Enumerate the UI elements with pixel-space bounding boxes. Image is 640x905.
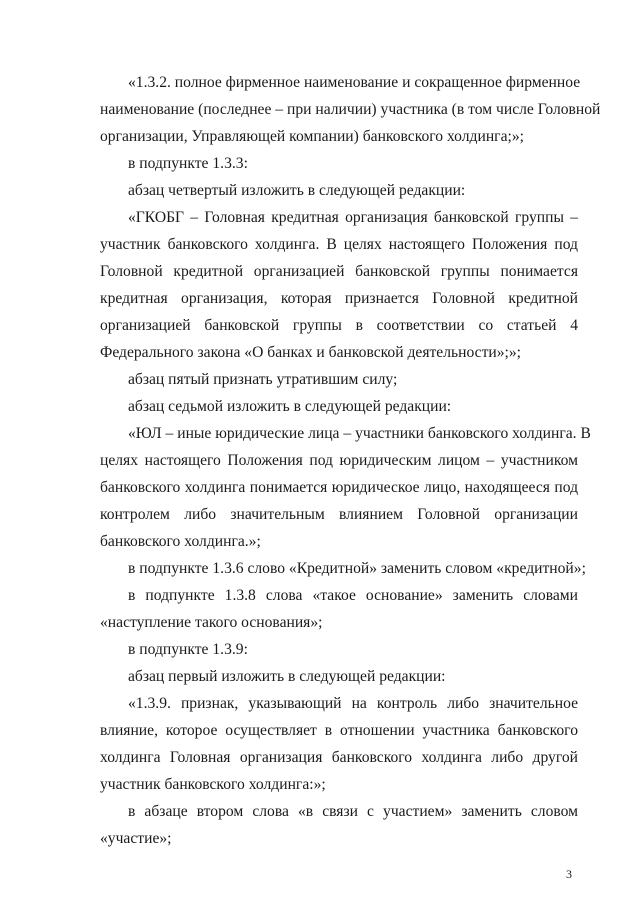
text-line: участник банковского холдинга. В целях настоящего Положения под: [100, 236, 578, 253]
text-line: влияние, которое осуществляет в отношении участника банковского: [100, 722, 578, 739]
text-line: в абзаце втором слова «в связи с участием» заменить словом: [128, 803, 578, 820]
text-line: «ГКОБГ – Головная кредитная организация банковской группы –: [128, 209, 578, 226]
text-line: абзац четвертый изложить в следующей редакции:: [128, 182, 466, 199]
text-line: целях настоящего Положения под юридическим лицом – участником: [100, 452, 578, 469]
text-line: наименование (последнее – при наличии) участника (в том числе Головной: [100, 101, 601, 118]
page-number: 3: [566, 867, 572, 881]
text-line: абзац седьмой изложить в следующей редакции:: [128, 398, 452, 415]
text-line: холдинга Головная организация банковского холдинга либо другой: [100, 749, 578, 766]
text-line: «1.3.2. полное фирменное наименование и сокращенное фирменное: [128, 74, 581, 91]
text-line: абзац первый изложить в следующей редакции:: [128, 668, 446, 685]
text-line: организации, Управляющей компании) банковского холдинга;»;: [100, 128, 524, 145]
text-line: банковского холдинга.»;: [100, 533, 261, 550]
text-line: в подпункте 1.3.3:: [128, 155, 248, 172]
text-line: организацией банковской группы в соответствии со статьей 4: [100, 317, 578, 334]
text-line: «участие»;: [100, 830, 172, 847]
text-line: контролем либо значительным влиянием Головной организации: [100, 506, 578, 523]
text-line: «наступление такого основания»;: [100, 614, 323, 631]
text-line: кредитная организация, которая признается Головной кредитной: [100, 290, 578, 307]
text-line: банковского холдинга понимается юридическое лицо, находящееся под: [100, 479, 578, 496]
text-line: в подпункте 1.3.8 слова «такое основание» заменить словами: [128, 587, 578, 604]
text-line: участник банковского холдинга:»;: [100, 776, 326, 793]
text-line: в подпункте 1.3.6 слово «Кредитной» заменить словом «кредитной»;: [128, 560, 586, 577]
text-line: абзац пятый признать утратившим силу;: [128, 371, 398, 388]
text-line: в подпункте 1.3.9:: [128, 641, 248, 658]
text-line: «1.3.9. признак, указывающий на контроль либо значительное: [128, 695, 578, 712]
text-line: Головной кредитной организацией банковской группы понимается: [100, 263, 578, 280]
text-line: «ЮЛ – иные юридические лица – участники банковского холдинга. В: [128, 425, 591, 442]
text-line: Федерального закона «О банках и банковской деятельности»;»;: [100, 344, 521, 361]
